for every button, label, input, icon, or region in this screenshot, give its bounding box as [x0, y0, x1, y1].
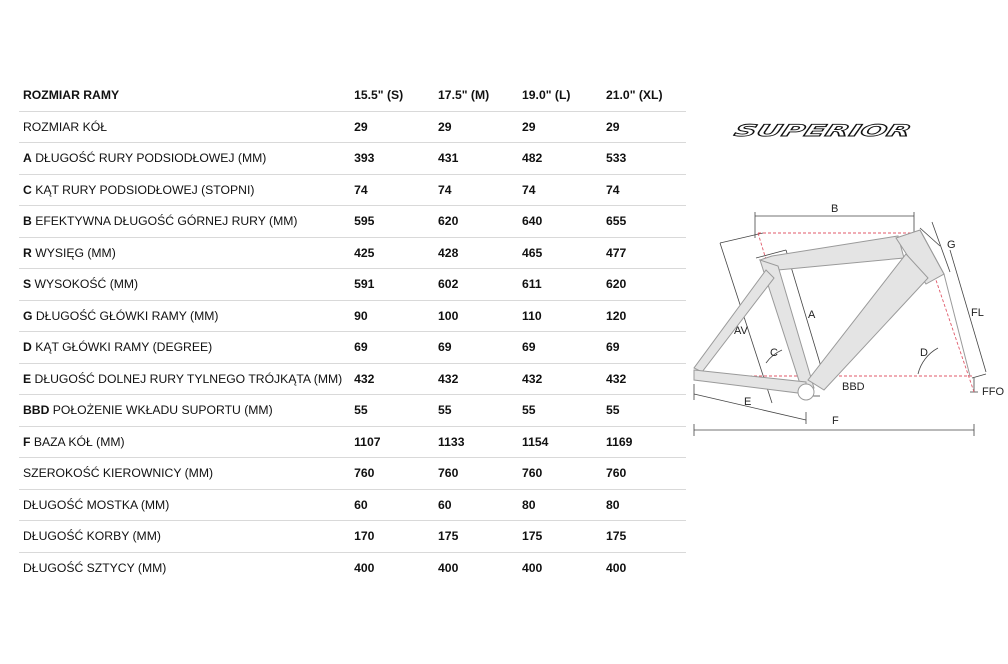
- row-value: 80: [518, 489, 602, 521]
- bike-frame: [694, 230, 970, 400]
- bottom-bracket-icon: [798, 384, 814, 400]
- row-label-text: SZEROKOŚĆ KIEROWNICY (MM): [23, 466, 214, 481]
- frame-geometry-diagram: [688, 198, 1006, 464]
- row-value: 640: [518, 206, 602, 238]
- label-f: F: [832, 415, 839, 427]
- row-value: 602: [434, 269, 518, 301]
- table-row: [19, 206, 686, 238]
- table-row: [19, 521, 686, 553]
- row-label: [19, 111, 350, 143]
- row-value: 760: [350, 458, 434, 490]
- table-row: [19, 395, 686, 427]
- label-fl: FL: [971, 307, 984, 319]
- row-value: 69: [518, 332, 602, 364]
- row-value: 69: [602, 332, 686, 364]
- row-value: 69: [350, 332, 434, 364]
- row-label-text: DŁUGOŚĆ SZTYCY (MM): [23, 560, 167, 575]
- header-size-s: 15.5" (S): [350, 80, 434, 111]
- row-label-prefix: B: [23, 214, 32, 229]
- row-label-prefix: S: [23, 277, 32, 292]
- row-label-prefix: D: [23, 340, 32, 355]
- row-value: 80: [602, 489, 686, 521]
- row-value: 175: [518, 521, 602, 553]
- row-label-text: DŁUGOŚĆ MOSTKA (MM): [23, 497, 170, 512]
- row-value: 74: [350, 174, 434, 206]
- row-label-prefix: R: [23, 245, 32, 260]
- row-label: [19, 206, 350, 238]
- row-value: 611: [518, 269, 602, 301]
- table-row: [19, 426, 686, 458]
- geometry-table: [19, 80, 686, 583]
- row-value: 591: [350, 269, 434, 301]
- table-row: [19, 332, 686, 364]
- table-row: [19, 111, 686, 143]
- row-label-text: ROZMIAR KÓŁ: [23, 119, 107, 134]
- dim-av-top: [720, 233, 763, 243]
- chain-stay: [694, 370, 806, 394]
- row-value: 74: [518, 174, 602, 206]
- row-value: 1133: [434, 426, 518, 458]
- row-value: 74: [602, 174, 686, 206]
- row-label-text: DŁUGOŚĆ KORBY (MM): [23, 529, 161, 544]
- row-value: 760: [434, 458, 518, 490]
- row-label-prefix: F: [23, 434, 31, 449]
- row-label-text: DŁUGOŚĆ GŁÓWKI RAMY (MM): [32, 308, 219, 323]
- row-label-text: WYSOKOŚĆ (MM): [31, 277, 139, 292]
- row-label-text: KĄT GŁÓWKI RAMY (DEGREE): [31, 340, 213, 355]
- row-value: 74: [434, 174, 518, 206]
- row-label: [19, 237, 350, 269]
- table-row: [19, 269, 686, 301]
- row-label-text: POŁOŻENIE WKŁADU SUPORTU (MM): [49, 403, 273, 418]
- row-value: 431: [434, 143, 518, 175]
- down-tube: [808, 254, 928, 390]
- row-label: [19, 426, 350, 458]
- row-label: [19, 174, 350, 206]
- label-ffo: FFO: [982, 386, 1004, 398]
- row-value: 400: [354, 560, 375, 575]
- table-row: [19, 143, 686, 175]
- row-value: 55: [350, 395, 434, 427]
- table-row: [19, 552, 686, 583]
- row-value: 760: [518, 458, 602, 490]
- table-header-row: [19, 80, 686, 111]
- row-label-text: DŁUGOŚĆ RURY PODSIODŁOWEJ (MM): [31, 151, 267, 166]
- row-value: 400: [522, 560, 543, 575]
- logo-wordmark: SUPERIOR: [732, 121, 830, 140]
- row-value: 29: [434, 111, 518, 143]
- row-label: [19, 332, 350, 364]
- geometry-table-body: [19, 111, 686, 583]
- row-value: 400: [438, 560, 459, 575]
- row-value: 175: [434, 521, 518, 553]
- row-label: [19, 300, 350, 332]
- row-value: 100: [434, 300, 518, 332]
- row-value: 432: [602, 363, 686, 395]
- label-av: AV: [734, 325, 748, 337]
- row-label: [19, 458, 350, 490]
- table-row: [19, 363, 686, 395]
- row-value: 60: [434, 489, 518, 521]
- row-label: [19, 269, 350, 301]
- row-label-text: BAZA KÓŁ (MM): [30, 434, 125, 449]
- row-label-text: EFEKTYWNA DŁUGOŚĆ GÓRNEJ RURY (MM): [31, 214, 298, 229]
- row-value: 60: [350, 489, 434, 521]
- row-label-text: WYSIĘG (MM): [31, 245, 116, 260]
- row-value: 55: [434, 395, 518, 427]
- row-value: 90: [350, 300, 434, 332]
- label-g: G: [947, 239, 956, 251]
- top-tube: [760, 236, 904, 270]
- superior-logo: [732, 121, 912, 141]
- row-value: 477: [602, 237, 686, 269]
- row-label-prefix: BBD: [23, 403, 50, 418]
- row-label: [19, 395, 350, 427]
- table-row: [19, 489, 686, 521]
- row-value: 29: [350, 111, 434, 143]
- table-row: [19, 237, 686, 269]
- label-a: A: [808, 309, 816, 321]
- row-value: 533: [602, 143, 686, 175]
- row-value: 620: [602, 269, 686, 301]
- row-value: 595: [350, 206, 434, 238]
- row-value: 170: [350, 521, 434, 553]
- header-frame-size-label: ROZMIAR RAMY: [19, 80, 350, 111]
- dim-fl-bottom: [972, 374, 986, 378]
- row-value: 29: [602, 111, 686, 143]
- row-value: 760: [602, 458, 686, 490]
- header-size-m: 17.5" (M): [434, 80, 518, 111]
- table-row: [19, 300, 686, 332]
- row-label-text: DŁUGOŚĆ DOLNEJ RURY TYLNEGO TRÓJKĄTA (MM): [31, 371, 343, 386]
- row-label: [19, 521, 350, 553]
- row-label: [19, 552, 350, 583]
- row-value: 29: [518, 111, 602, 143]
- row-value: 55: [518, 395, 602, 427]
- row-value: 55: [602, 395, 686, 427]
- row-value: 1107: [350, 426, 434, 458]
- row-value: 620: [434, 206, 518, 238]
- row-value: 428: [434, 237, 518, 269]
- row-value: 482: [518, 143, 602, 175]
- row-label: [19, 143, 350, 175]
- row-value: 393: [350, 143, 434, 175]
- row-label: [19, 363, 350, 395]
- table-row: [19, 174, 686, 206]
- label-b: B: [831, 203, 839, 215]
- header-size-l: 19.0" (L): [518, 80, 602, 111]
- row-value: 175: [602, 521, 686, 553]
- label-c: C: [770, 347, 778, 359]
- table-row: [19, 458, 686, 490]
- row-label-prefix: A: [23, 151, 32, 166]
- row-value: 1169: [602, 426, 686, 458]
- header-size-xl: 21.0" (XL): [602, 80, 686, 111]
- row-value: 69: [434, 332, 518, 364]
- row-value: 120: [602, 300, 686, 332]
- row-label-prefix: G: [23, 308, 33, 323]
- row-value: 465: [518, 237, 602, 269]
- row-value: 110: [518, 300, 602, 332]
- row-value: 1154: [518, 426, 602, 458]
- label-d: D: [920, 347, 928, 359]
- label-e: E: [744, 396, 752, 408]
- row-value: 655: [602, 206, 686, 238]
- label-bbd: BBD: [842, 381, 865, 393]
- row-label-prefix: E: [23, 371, 32, 386]
- row-value: 432: [518, 363, 602, 395]
- row-label: [19, 489, 350, 521]
- row-label-text: KĄT RURY PODSIODŁOWEJ (STOPNI): [31, 182, 255, 197]
- row-value: 400: [605, 560, 627, 575]
- row-value: 425: [350, 237, 434, 269]
- row-value: 432: [434, 363, 518, 395]
- row-label-prefix: C: [23, 182, 32, 197]
- row-value: 432: [350, 363, 434, 395]
